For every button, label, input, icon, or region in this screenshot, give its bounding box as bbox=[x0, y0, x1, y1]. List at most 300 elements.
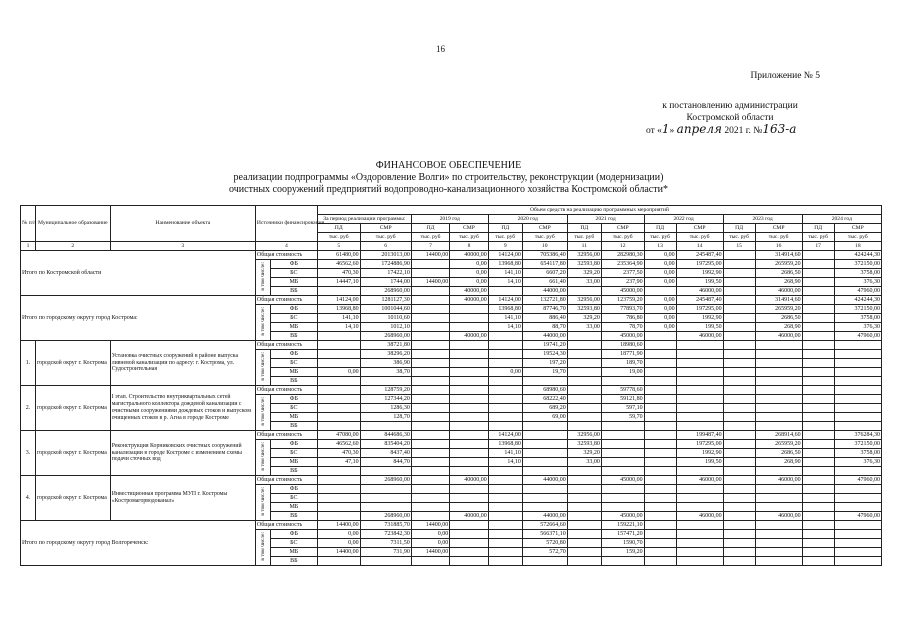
value-cell: 189,70 bbox=[601, 359, 644, 368]
financing-table bbox=[20, 205, 882, 566]
value-cell: 45000,00 bbox=[601, 512, 644, 521]
value-cell bbox=[723, 260, 755, 269]
source-total: Общая стоимость bbox=[255, 476, 317, 485]
value-cell bbox=[411, 377, 449, 386]
value-cell bbox=[755, 404, 802, 413]
header-smr: СМР bbox=[522, 224, 567, 233]
value-cell bbox=[644, 512, 676, 521]
value-cell: 3758,00 bbox=[834, 269, 881, 278]
value-cell: 5720,80 bbox=[522, 539, 567, 548]
value-cell bbox=[676, 368, 723, 377]
value-cell bbox=[802, 350, 834, 359]
value-cell bbox=[601, 557, 644, 566]
value-cell bbox=[450, 503, 488, 512]
value-cell: 47960,00 bbox=[834, 332, 881, 341]
table-row bbox=[21, 251, 882, 260]
item-municipality: городской округ г. Кострома bbox=[35, 476, 110, 521]
value-cell: 3758,00 bbox=[834, 314, 881, 323]
including-label-text: в том числе: bbox=[259, 531, 266, 561]
group-label: Итого по городскому округу город Кострома: bbox=[21, 296, 256, 341]
value-cell bbox=[488, 404, 522, 413]
source-total: Общая стоимость bbox=[255, 296, 317, 305]
value-cell: 47960,00 bbox=[834, 512, 881, 521]
value-cell: 314914,60 bbox=[755, 251, 802, 260]
value-cell bbox=[601, 458, 644, 467]
value-cell: 705386,40 bbox=[522, 251, 567, 260]
table-row bbox=[21, 431, 882, 440]
value-cell bbox=[488, 287, 522, 296]
value-cell bbox=[834, 350, 881, 359]
value-cell bbox=[411, 476, 449, 485]
value-cell: 14,10 bbox=[488, 458, 522, 467]
value-cell: 141,10 bbox=[488, 314, 522, 323]
value-cell: 1992,90 bbox=[676, 269, 723, 278]
value-cell: 59,70 bbox=[601, 413, 644, 422]
value-cell: 14,10 bbox=[317, 323, 360, 332]
value-cell: 78,70 bbox=[601, 323, 644, 332]
item-number: 3. bbox=[21, 431, 36, 476]
value-cell: 197,20 bbox=[522, 359, 567, 368]
value-cell bbox=[644, 287, 676, 296]
value-cell bbox=[411, 323, 449, 332]
value-cell: 46000,00 bbox=[676, 287, 723, 296]
value-cell: 199,50 bbox=[676, 323, 723, 332]
value-cell: 661,40 bbox=[522, 278, 567, 287]
value-cell: 886,40 bbox=[522, 314, 567, 323]
value-cell bbox=[755, 368, 802, 377]
value-cell bbox=[488, 332, 522, 341]
value-cell: 44000,00 bbox=[522, 287, 567, 296]
value-cell bbox=[676, 413, 723, 422]
value-cell: 13968,80 bbox=[488, 305, 522, 314]
source-total: Общая стоимость bbox=[255, 521, 317, 530]
value-cell: 235364,90 bbox=[601, 260, 644, 269]
value-cell: 197295,00 bbox=[676, 260, 723, 269]
value-cell bbox=[834, 422, 881, 431]
financing-table-container bbox=[20, 205, 882, 566]
value-cell: 265959,20 bbox=[755, 305, 802, 314]
value-cell: 1281127,30 bbox=[360, 296, 411, 305]
value-cell bbox=[644, 386, 676, 395]
value-cell bbox=[723, 251, 755, 260]
value-cell bbox=[802, 386, 834, 395]
value-cell bbox=[676, 530, 723, 539]
value-cell bbox=[488, 485, 522, 494]
including-label-text: в том числе: bbox=[259, 396, 266, 426]
value-cell: 45000,00 bbox=[601, 287, 644, 296]
value-cell: 1590,70 bbox=[601, 539, 644, 548]
including-label-text: в том числе: bbox=[259, 306, 266, 336]
group-label: Итого по городскому округу город Волгореченск: bbox=[21, 521, 256, 566]
value-cell: 372150,00 bbox=[834, 440, 881, 449]
item-number: 4. bbox=[21, 476, 36, 521]
value-cell bbox=[834, 467, 881, 476]
source-name: БС bbox=[270, 449, 317, 458]
value-cell bbox=[644, 503, 676, 512]
value-cell: 69,00 bbox=[522, 413, 567, 422]
value-cell bbox=[644, 557, 676, 566]
value-cell bbox=[802, 395, 834, 404]
value-cell: 47,10 bbox=[317, 458, 360, 467]
value-cell: 268960,00 bbox=[360, 332, 411, 341]
value-cell bbox=[755, 494, 802, 503]
value-cell: 46000,00 bbox=[755, 512, 802, 521]
value-cell: 654117,80 bbox=[522, 260, 567, 269]
value-cell bbox=[802, 287, 834, 296]
header-smr: СМР bbox=[601, 224, 644, 233]
value-cell: 14400,00 bbox=[411, 521, 449, 530]
header-period: За период реализации программы: bbox=[317, 215, 411, 224]
annex-line-2: Костромской области bbox=[686, 113, 774, 123]
value-cell bbox=[834, 494, 881, 503]
value-cell bbox=[644, 440, 676, 449]
value-cell bbox=[644, 422, 676, 431]
value-cell: 19524,30 bbox=[522, 350, 567, 359]
value-cell: 2377,50 bbox=[601, 269, 644, 278]
source-name: ВБ bbox=[270, 557, 317, 566]
value-cell bbox=[723, 431, 755, 440]
value-cell: 32593,80 bbox=[567, 305, 601, 314]
value-cell: 835404,20 bbox=[360, 440, 411, 449]
value-cell: 1992,90 bbox=[676, 449, 723, 458]
table-header bbox=[21, 206, 882, 251]
value-cell: 2686,50 bbox=[755, 449, 802, 458]
value-cell: 0,00 bbox=[450, 260, 488, 269]
value-cell: 157471,20 bbox=[601, 530, 644, 539]
value-cell: 46562,60 bbox=[317, 440, 360, 449]
value-cell: 6607,20 bbox=[522, 269, 567, 278]
value-cell bbox=[411, 269, 449, 278]
value-cell bbox=[488, 539, 522, 548]
value-cell bbox=[450, 494, 488, 503]
value-cell bbox=[317, 494, 360, 503]
value-cell bbox=[834, 368, 881, 377]
value-cell bbox=[488, 341, 522, 350]
including-label bbox=[255, 350, 270, 386]
value-cell bbox=[567, 332, 601, 341]
value-cell bbox=[802, 341, 834, 350]
value-cell bbox=[723, 503, 755, 512]
value-cell bbox=[676, 359, 723, 368]
value-cell: 13968,80 bbox=[488, 440, 522, 449]
value-cell bbox=[488, 377, 522, 386]
value-cell bbox=[644, 485, 676, 494]
value-cell: 17422,10 bbox=[360, 269, 411, 278]
value-cell bbox=[411, 467, 449, 476]
value-cell bbox=[723, 359, 755, 368]
value-cell bbox=[567, 404, 601, 413]
item-object-name: Установка очистных сооружений в районе выпуска ливневой канализации по адресу: г. Кострома, ул. Судостроительная bbox=[110, 341, 255, 386]
value-cell: 40000,00 bbox=[450, 476, 488, 485]
value-cell bbox=[411, 350, 449, 359]
value-cell: 128759,20 bbox=[360, 386, 411, 395]
value-cell: 47960,00 bbox=[834, 287, 881, 296]
value-cell bbox=[676, 503, 723, 512]
value-cell bbox=[802, 404, 834, 413]
value-cell bbox=[317, 359, 360, 368]
value-cell: 386,90 bbox=[360, 359, 411, 368]
value-cell bbox=[802, 422, 834, 431]
value-cell bbox=[567, 530, 601, 539]
value-cell bbox=[522, 440, 567, 449]
value-cell bbox=[644, 332, 676, 341]
header-smr: СМР bbox=[755, 224, 802, 233]
column-number: 6 bbox=[360, 242, 411, 251]
date-year: 2021 г. № bbox=[721, 126, 763, 136]
value-cell bbox=[834, 386, 881, 395]
source-name: ФБ bbox=[270, 485, 317, 494]
value-cell bbox=[411, 359, 449, 368]
item-municipality: городской округ г. Кострома bbox=[35, 431, 110, 476]
value-cell bbox=[360, 467, 411, 476]
including-label bbox=[255, 260, 270, 296]
value-cell bbox=[723, 404, 755, 413]
header-row-1 bbox=[21, 206, 882, 215]
value-cell: 1992,90 bbox=[676, 314, 723, 323]
value-cell bbox=[802, 323, 834, 332]
value-cell: 32956,00 bbox=[567, 431, 601, 440]
value-cell bbox=[488, 359, 522, 368]
value-cell bbox=[676, 467, 723, 476]
source-name: ФБ bbox=[270, 305, 317, 314]
value-cell bbox=[802, 467, 834, 476]
value-cell bbox=[755, 485, 802, 494]
value-cell bbox=[723, 350, 755, 359]
value-cell bbox=[601, 494, 644, 503]
value-cell: 14124,00 bbox=[488, 296, 522, 305]
value-cell: 197295,00 bbox=[676, 305, 723, 314]
value-cell bbox=[411, 341, 449, 350]
including-label-text: в том числе: bbox=[259, 261, 266, 291]
value-cell bbox=[567, 341, 601, 350]
value-cell bbox=[567, 557, 601, 566]
value-cell: 0,00 bbox=[644, 296, 676, 305]
value-cell bbox=[755, 548, 802, 557]
value-cell bbox=[802, 260, 834, 269]
value-cell bbox=[644, 404, 676, 413]
value-cell: 268960,00 bbox=[360, 512, 411, 521]
value-cell bbox=[723, 494, 755, 503]
source-name: БС bbox=[270, 314, 317, 323]
value-cell: 45000,00 bbox=[601, 476, 644, 485]
value-cell bbox=[834, 557, 881, 566]
value-cell bbox=[317, 404, 360, 413]
value-cell bbox=[676, 539, 723, 548]
value-cell bbox=[450, 467, 488, 476]
value-cell bbox=[411, 314, 449, 323]
value-cell bbox=[567, 395, 601, 404]
value-cell: 132721,80 bbox=[522, 296, 567, 305]
value-cell bbox=[723, 296, 755, 305]
value-cell bbox=[644, 458, 676, 467]
value-cell bbox=[834, 530, 881, 539]
including-label-text: в том числе: bbox=[259, 486, 266, 516]
value-cell bbox=[802, 431, 834, 440]
value-cell bbox=[522, 557, 567, 566]
value-cell: 268,90 bbox=[755, 458, 802, 467]
header-smr: СМР bbox=[676, 224, 723, 233]
value-cell: 141,10 bbox=[488, 449, 522, 458]
value-cell bbox=[723, 341, 755, 350]
value-cell bbox=[567, 350, 601, 359]
value-cell: 1724886,90 bbox=[360, 260, 411, 269]
value-cell bbox=[802, 296, 834, 305]
value-cell bbox=[676, 386, 723, 395]
header-pd: ПД bbox=[644, 224, 676, 233]
including-label bbox=[255, 440, 270, 476]
value-cell bbox=[450, 341, 488, 350]
value-cell bbox=[601, 449, 644, 458]
header-year: 2024 год bbox=[802, 215, 881, 224]
value-cell bbox=[522, 485, 567, 494]
header-smr: СМР bbox=[450, 224, 488, 233]
item-object-name: I этап. Строительство внутриквартальных сетей магистрального коллектора дождевой канализации с очистными сооружениями дождевых стоков и выпуском очищенных стоков в р. Агна в городе Костроме bbox=[110, 386, 255, 431]
value-cell: 0,00 bbox=[644, 323, 676, 332]
value-cell: 3758,00 bbox=[834, 449, 881, 458]
header-pd: ПД bbox=[567, 224, 601, 233]
value-cell bbox=[488, 512, 522, 521]
value-cell bbox=[567, 494, 601, 503]
value-cell bbox=[723, 413, 755, 422]
value-cell bbox=[723, 287, 755, 296]
value-cell bbox=[802, 503, 834, 512]
value-cell bbox=[522, 377, 567, 386]
value-cell bbox=[522, 458, 567, 467]
header-unit: тыс. руб bbox=[317, 233, 360, 242]
value-cell: 2686,50 bbox=[755, 314, 802, 323]
source-total: Общая стоимость bbox=[255, 251, 317, 260]
source-name: ФБ bbox=[270, 260, 317, 269]
source-total: Общая стоимость bbox=[255, 431, 317, 440]
value-cell bbox=[450, 350, 488, 359]
value-cell bbox=[802, 314, 834, 323]
column-number: 15 bbox=[723, 242, 755, 251]
value-cell bbox=[644, 341, 676, 350]
value-cell bbox=[522, 467, 567, 476]
value-cell bbox=[411, 386, 449, 395]
column-number: 12 bbox=[601, 242, 644, 251]
value-cell bbox=[802, 548, 834, 557]
value-cell bbox=[317, 287, 360, 296]
value-cell bbox=[676, 377, 723, 386]
value-cell bbox=[802, 512, 834, 521]
value-cell bbox=[676, 395, 723, 404]
value-cell bbox=[450, 323, 488, 332]
value-cell bbox=[317, 485, 360, 494]
value-cell bbox=[488, 476, 522, 485]
value-cell bbox=[834, 503, 881, 512]
value-cell: 2013013,00 bbox=[360, 251, 411, 260]
value-cell: 723842,30 bbox=[360, 530, 411, 539]
value-cell bbox=[411, 296, 449, 305]
value-cell bbox=[601, 467, 644, 476]
including-label bbox=[255, 485, 270, 521]
value-cell: 14400,00 bbox=[411, 251, 449, 260]
value-cell bbox=[802, 413, 834, 422]
value-cell bbox=[411, 440, 449, 449]
value-cell bbox=[802, 368, 834, 377]
item-number: 1. bbox=[21, 341, 36, 386]
value-cell: 0,00 bbox=[450, 278, 488, 287]
value-cell bbox=[601, 422, 644, 431]
value-cell bbox=[834, 341, 881, 350]
value-cell: 424244,30 bbox=[834, 296, 881, 305]
value-cell bbox=[411, 395, 449, 404]
source-name: МБ bbox=[270, 458, 317, 467]
value-cell bbox=[450, 458, 488, 467]
value-cell bbox=[601, 377, 644, 386]
value-cell bbox=[488, 530, 522, 539]
value-cell bbox=[834, 395, 881, 404]
value-cell: 470,30 bbox=[317, 449, 360, 458]
value-cell bbox=[676, 485, 723, 494]
including-label bbox=[255, 305, 270, 341]
value-cell bbox=[317, 395, 360, 404]
value-cell bbox=[317, 341, 360, 350]
value-cell bbox=[755, 521, 802, 530]
value-cell bbox=[644, 368, 676, 377]
annex-title: Приложение № 5 bbox=[750, 71, 820, 81]
value-cell bbox=[317, 386, 360, 395]
value-cell: 10110,60 bbox=[360, 314, 411, 323]
value-cell: 44000,00 bbox=[522, 476, 567, 485]
value-cell bbox=[317, 476, 360, 485]
value-cell bbox=[317, 422, 360, 431]
header-unit: тыс. руб bbox=[360, 233, 411, 242]
value-cell bbox=[802, 521, 834, 530]
value-cell bbox=[676, 350, 723, 359]
value-cell bbox=[450, 359, 488, 368]
value-cell: 0,00 bbox=[488, 368, 522, 377]
value-cell bbox=[488, 548, 522, 557]
source-name: МБ bbox=[270, 368, 317, 377]
value-cell: 40000,00 bbox=[450, 251, 488, 260]
value-cell: 282980,30 bbox=[601, 251, 644, 260]
value-cell: 46000,00 bbox=[676, 332, 723, 341]
column-number: 14 bbox=[676, 242, 723, 251]
value-cell bbox=[450, 305, 488, 314]
value-cell bbox=[360, 422, 411, 431]
value-cell: 33,00 bbox=[567, 278, 601, 287]
value-cell bbox=[723, 368, 755, 377]
value-cell bbox=[411, 458, 449, 467]
header-unit: тыс. руб bbox=[676, 233, 723, 242]
value-cell bbox=[723, 467, 755, 476]
value-cell: 32593,80 bbox=[567, 440, 601, 449]
source-name: ФБ bbox=[270, 395, 317, 404]
value-cell: 376,30 bbox=[834, 458, 881, 467]
value-cell bbox=[317, 557, 360, 566]
value-cell bbox=[723, 449, 755, 458]
header-source: Источники финансирования bbox=[255, 206, 317, 242]
value-cell bbox=[802, 305, 834, 314]
source-name: БС bbox=[270, 269, 317, 278]
value-cell: 68980,60 bbox=[522, 386, 567, 395]
value-cell bbox=[488, 503, 522, 512]
value-cell: 572,70 bbox=[522, 548, 567, 557]
value-cell: 59121,80 bbox=[601, 395, 644, 404]
value-cell: 14124,00 bbox=[488, 431, 522, 440]
value-cell bbox=[450, 521, 488, 530]
value-cell: 372150,00 bbox=[834, 305, 881, 314]
header-pd: ПД bbox=[723, 224, 755, 233]
value-cell bbox=[450, 485, 488, 494]
value-cell bbox=[802, 476, 834, 485]
value-cell bbox=[567, 548, 601, 557]
value-cell bbox=[676, 548, 723, 557]
header-row-numbers bbox=[21, 242, 882, 251]
source-total: Общая стоимость bbox=[255, 341, 317, 350]
